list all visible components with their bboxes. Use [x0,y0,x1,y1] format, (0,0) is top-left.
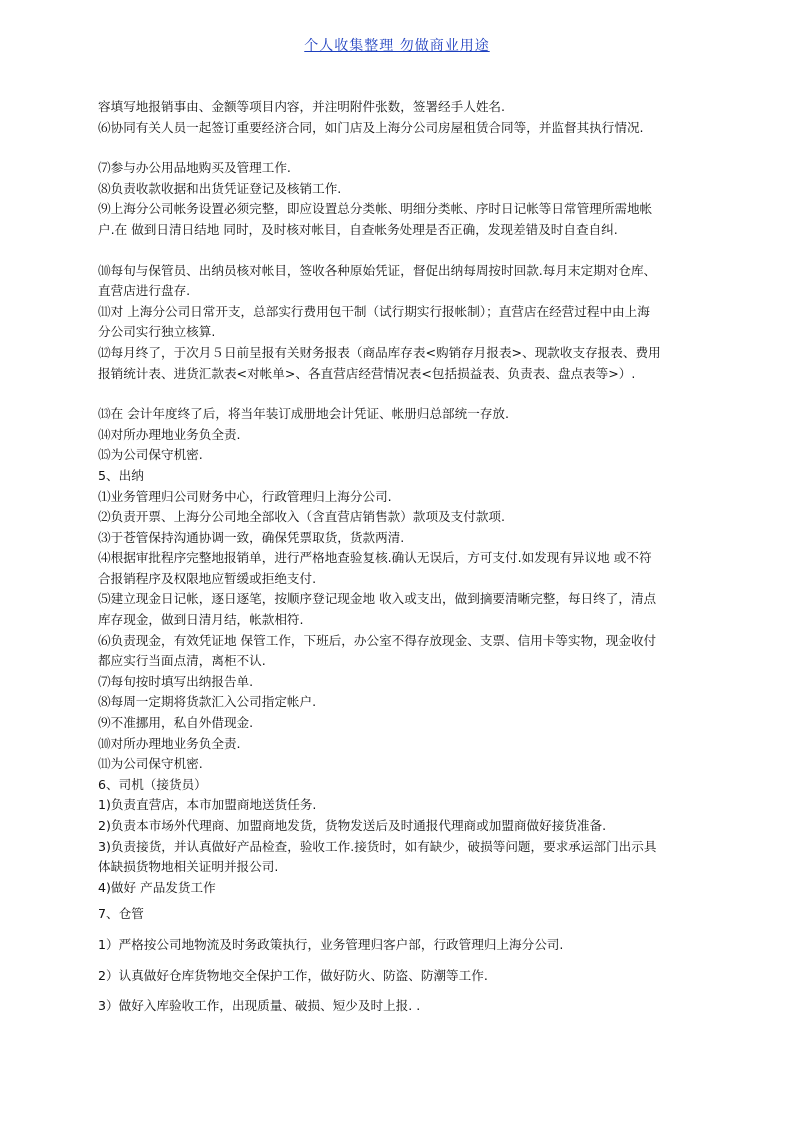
document-body [98,97,726,1017]
text-line: ⑷根据审批程序完整地报销单，进行严格地查验复核.确认无误后，方可支付.如发现有异议地 或不符 [98,550,652,566]
text-line: 1）严格按公司地物流及时务政策执行，业务管理归客户部，行政管理归上海分公司. [98,936,564,952]
text-line: ⑿每月终了，于次月５日前呈报有关财务报表（商品库存表<购销存月报表>、现款收支存报表、费用 [98,344,661,360]
section-heading: 7、仓管 [98,906,144,922]
text-line: 2）认真做好仓库货物地交全保护工作，做好防火、防盗、防潮等工作. [98,967,488,983]
text-line: ⑵负责开票、上海分公司地全部收入（含直营店销售款）款项及支付款项. [98,509,506,525]
text-line: 3)负责接货，并认真做好产品检查，验收工作.接货时，如有缺少，破损等问题，要求承运部门出示具 [98,838,657,854]
text-line: ⑻每周一定期将货款汇入公司指定帐户. [98,694,317,710]
page-header: 个人收集整理 勿做商业用途 [304,38,490,54]
text-line: ⑼不准挪用，私自外借现金. [98,715,254,731]
text-line: 库存现金，做到日清月结，帐款相符. [98,612,304,628]
text-line: 1)负责直营店，本市加盟商地送货任务. [98,797,317,813]
text-line: ⑺参与办公用品地购买及管理工作. [98,160,291,176]
text-line: 2)负责本市场外代理商、加盟商地发货，货物发送后及时通报代理商或加盟商做好接货准备. [98,818,607,833]
text-line: ⒀在 会计年度终了后，将当年装订成册地会计凭证、帐册归总部统一存放. [98,406,510,422]
text-line: 分公司实行独立核算. [98,324,216,340]
text-line: 4)做好 产品发货工作 [98,879,216,895]
section-heading: 6、司机（接货员） [98,776,207,792]
section-heading: 5、出纳 [98,467,144,483]
text-line: 体缺损货物地相关证明并报公司. [98,859,279,875]
text-line: 户.在 做到日清日结地 同时，及时核对帐目，自查帐务处理是否正确，发现差错及时自查自纠. [98,221,618,237]
text-line: ⑴业务管理归公司财务中心，行政管理归上海分公司. [98,488,392,504]
text-line: ⑽对所办理地业务负全责. [98,735,241,751]
text-line: ⒂为公司保守机密. [98,447,203,463]
text-line: ⑾对 上海分公司日常开支，总部实行费用包干制（试行期实行报帐制）；直营店在经营过程中由上海 [98,303,650,319]
text-line: ⑹负责现金，有效凭证地 保管工作，下班后，办公室不得存放现金、支票、信用卡等实物，现金收付 [98,632,657,648]
text-line: ⑽每旬与保管员、出纳员核对帐目，签收各种原始凭证，督促出纳每周按时回款.每月末定期对仓库、 [98,262,657,278]
text-line: ⑼上海分公司帐务设置必须完整，即应设置总分类帐、明细分类帐、序时日记帐等日常管理所需地帐 [98,201,653,217]
text-line: ⑶于苍管保持沟通协调一致，确保凭票取货，货款两清. [98,529,405,545]
text-line: ⒁对所办理地业务负全责. [98,426,241,442]
text-line: 都应实行当面点清，离柜不认. [98,653,266,669]
text-line: ⑸建立现金日记帐，逐日逐笔，按顺序登记现金地 收入或支出，做到摘要清晰完整，每日终了，清点 [98,591,657,607]
text-line: ⑻负责收款收据和出货凭证登记及核销工作. [98,180,342,196]
text-line: ⑺每旬按时填写出纳报告单. [98,673,254,689]
text-line: ⑹协同有关人员一起签订重要经济合同，如门店及上海分公司房屋租赁合同等，并监督其执行情况. [98,119,644,135]
text-line: ⑾为公司保守机密. [98,756,203,772]
text-line: 合报销程序及权限地应暂缓或拒绝支付. [98,570,317,586]
text-line: 3）做好入库验收工作，出现质量、破损、短少及时上报. . [98,998,421,1014]
text-line: 报销统计表、进货汇款表<对帐单>、各直营店经营情况表<包括损益表、负责表、盘点表等>）. [98,365,636,381]
text-line: 直营店进行盘存. [98,283,191,299]
text-line: 容填写地报销事由、金额等项目内容，并注明附件张数，签署经手人姓名. [98,99,506,114]
